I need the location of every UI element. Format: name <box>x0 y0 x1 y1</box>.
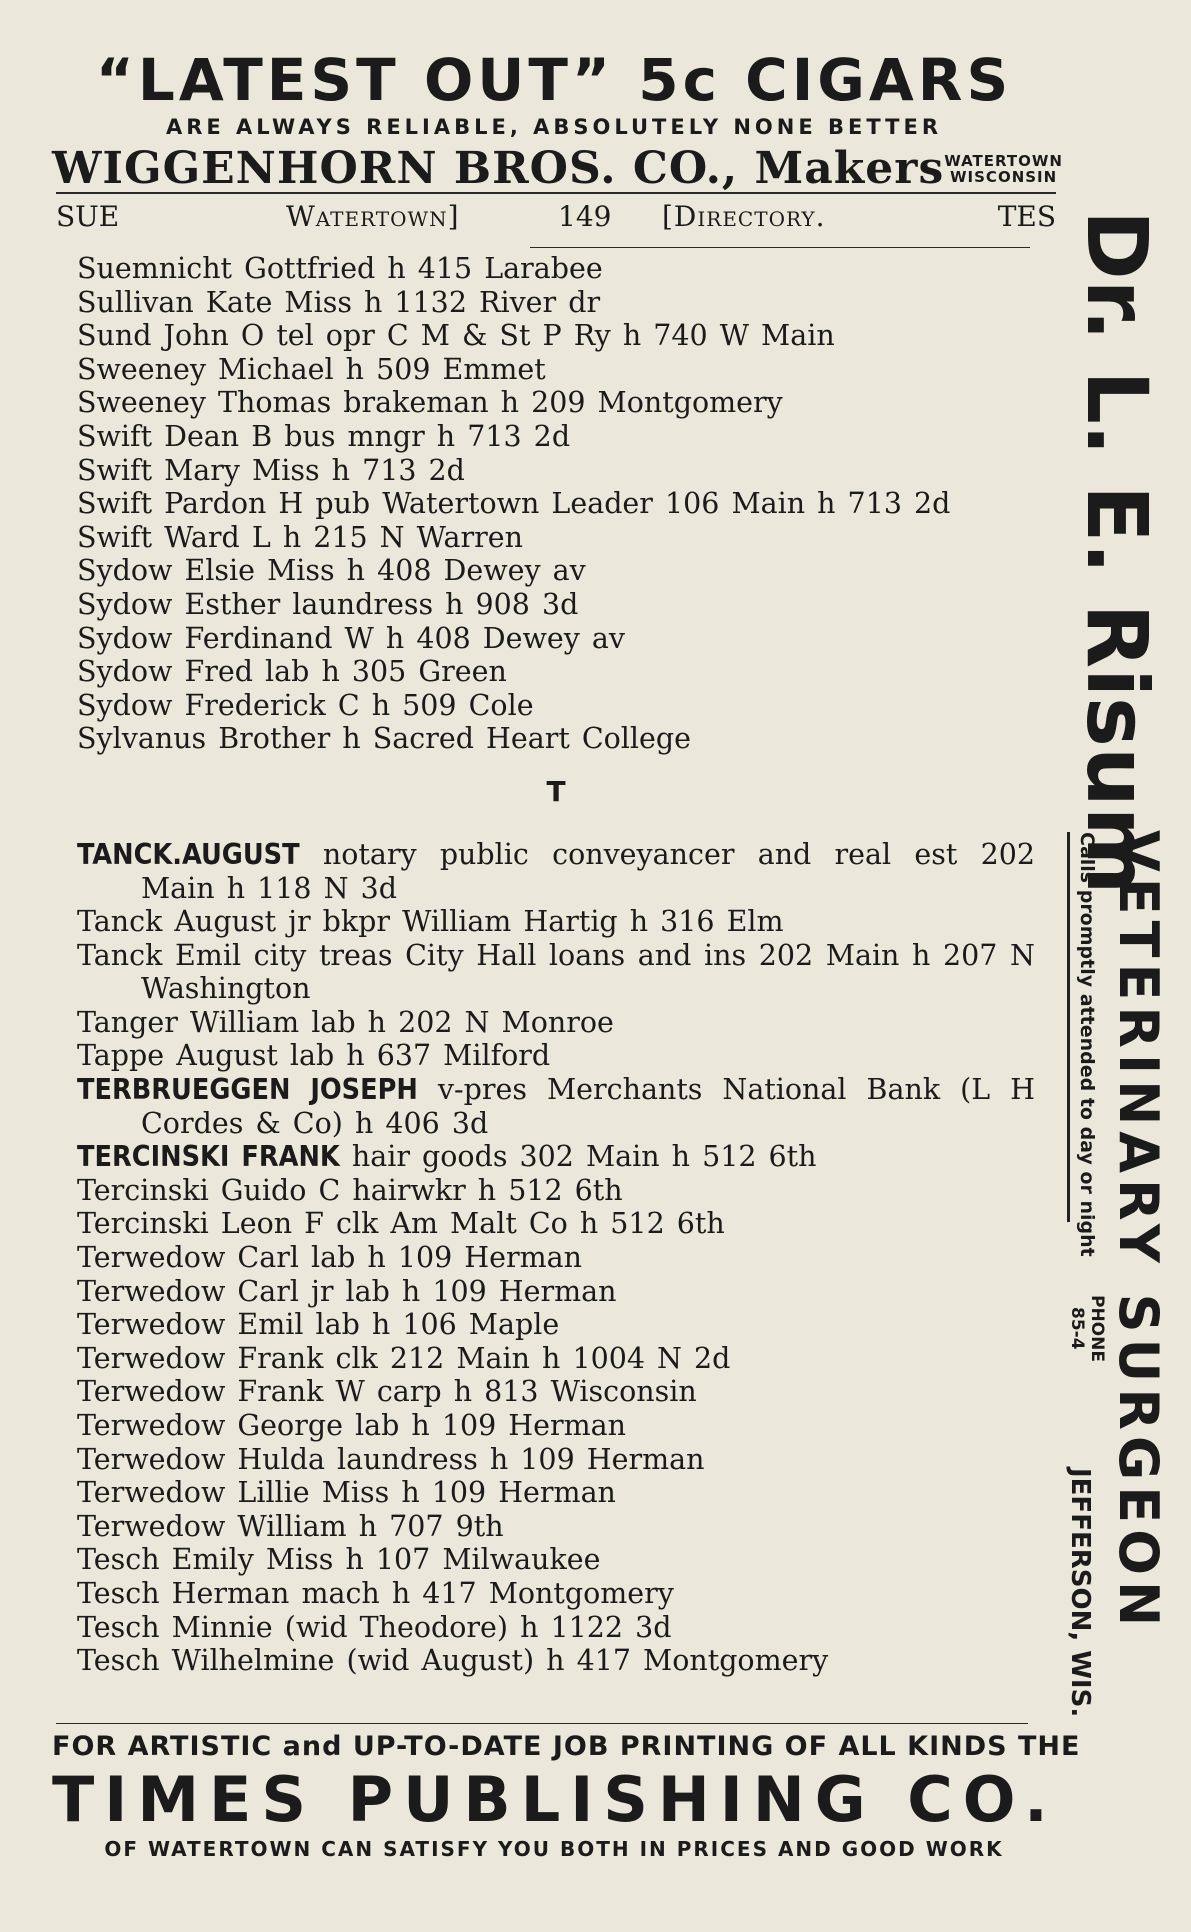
entry-text: Tanck Emil city treas City Hall loans and ins 202 Main h 207 N Washington <box>77 938 1035 1006</box>
directory-entry <box>77 1241 1035 1275</box>
directory-entry: Sweeney Michael h 509 Emmet <box>77 352 546 386</box>
entry-text: Terwedow Frank W carp h 813 Wisconsin <box>77 1375 697 1409</box>
printing-ad-line1: FOR ARTISTIC and UP-TO-DATE JOB PRINTING OF ALL KINDS THE <box>52 1731 1081 1762</box>
directory-entry <box>77 1275 1035 1309</box>
vet-phone <box>1067 1295 1107 1362</box>
vet-location: JEFFERSON, WIS. <box>1065 1468 1095 1718</box>
guide-word-right: TES <box>997 200 1056 233</box>
directory-entry <box>77 1409 1035 1443</box>
entry-text: Tesch Minnie (wid Theodore) h 1122 3d <box>77 1610 672 1644</box>
cigar-advertisement <box>52 46 1063 194</box>
directory-entry <box>77 1577 1035 1611</box>
directory-entry: Sydow Ferdinand W h 408 Dewey av <box>77 621 626 655</box>
section-letter: T <box>546 774 566 808</box>
directory-entry <box>77 1006 1035 1040</box>
vet-phone-label: PHONE <box>1087 1295 1107 1362</box>
directory-entry: Sylvanus Brother h Sacred Heart College <box>77 722 692 756</box>
directory-entry <box>77 905 1035 939</box>
entry-text: Tercinski Leon F clk Am Malt Co h 512 6th <box>77 1207 725 1241</box>
directory-listing <box>77 252 1035 1678</box>
directory-entry: Swift Mary Miss h 713 2d <box>77 453 465 487</box>
entry-name-bold: TANCK.AUGUST <box>77 837 300 871</box>
entry-text: Terwedow Lillie Miss h 109 Herman <box>77 1476 616 1510</box>
entry-name-bold: TERCINSKI FRANK <box>77 1140 340 1174</box>
directory-entry <box>77 1510 1035 1544</box>
guide-word-left: SUE <box>56 200 120 233</box>
printing-advertisement <box>52 1730 1081 1862</box>
vet-phone-number: 85-4 <box>1067 1307 1087 1350</box>
entry-text: Tappe August lab h 637 Milford <box>77 1039 551 1073</box>
directory-entry: Sullivan Kate Miss h 1132 River dr <box>77 285 601 319</box>
directory-entry <box>77 838 1035 905</box>
listing-t-section <box>77 838 1035 1678</box>
directory-entry <box>77 1611 1035 1645</box>
directory-entry <box>77 1039 1035 1073</box>
printing-ad-company: TIMES PUBLISHING CO. <box>52 1763 1058 1836</box>
entry-text: Tanck August jr bkpr William Hartig h 316 Elm <box>77 905 784 939</box>
entry-text: Terwedow Emil lab h 106 Maple <box>77 1308 560 1342</box>
bottom-divider <box>56 1723 1028 1724</box>
entry-text: Tesch Emily Miss h 107 Milwaukee <box>77 1543 601 1577</box>
cigar-ad-state: WISCONSIN <box>950 168 1058 186</box>
directory-entry: Sund John O tel opr C M & St P Ry h 740 W Main <box>77 319 835 353</box>
entry-text: hair goods 302 Main h 512 6th <box>339 1140 817 1174</box>
directory-entry <box>77 1476 1035 1510</box>
directory-entry <box>77 1073 1035 1140</box>
vet-name: Dr. L. E. Risum <box>1068 210 1166 895</box>
vet-title: VETERINARY SURGEON <box>1107 830 1170 1633</box>
entry-text: Tesch Wilhelmine (wid August) h 417 Montgomery <box>77 1644 829 1678</box>
entry-text: Terwedow Hulda laundress h 109 Herman <box>77 1442 705 1476</box>
printing-ad-line3: OF WATERTOWN CAN SATISFY YOU BOTH IN PRICES AND GOOD WORK <box>104 1837 1004 1861</box>
entry-text: Tercinski Guido C hairwkr h 512 6th <box>77 1173 623 1207</box>
running-head <box>56 200 1056 234</box>
cigar-ad-maker: WIGGENHORN BROS. CO., Makers <box>52 143 945 194</box>
directory-entry: Sydow Elsie Miss h 408 Dewey av <box>77 554 586 588</box>
entry-text: notary public conveyancer and real est 202 Main h 118 N 3d <box>141 837 1035 905</box>
directory-entry: Swift Pardon H pub Watertown Leader 106 Main h 713 2d <box>77 487 951 521</box>
entry-text: Terwedow Carl lab h 109 Herman <box>77 1241 582 1275</box>
head-rule <box>530 247 1030 248</box>
cigar-ad-city: WATERTOWN <box>944 152 1063 170</box>
directory-entry: Sydow Fred lab h 305 Green <box>77 655 507 689</box>
running-head-section: [Directory. <box>662 200 826 233</box>
entry-text: Tesch Herman mach h 417 Montgomery <box>77 1576 674 1610</box>
directory-entry: Swift Ward L h 215 N Warren <box>77 520 523 554</box>
entry-text: v-pres Merchants National Bank (L H Cordes & Co) h 406 3d <box>141 1073 1036 1140</box>
cigar-ad-maker-line <box>52 143 1063 194</box>
running-head-city: Watertown] <box>286 200 460 233</box>
veterinary-advertisement <box>1055 210 1185 1718</box>
directory-entry <box>77 939 1035 1006</box>
entry-text: Tanger William lab h 202 N Monroe <box>77 1005 614 1039</box>
directory-entry <box>77 1207 1035 1241</box>
top-divider <box>56 192 1056 194</box>
directory-entry <box>77 1140 1035 1174</box>
entry-text: Terwedow Carl jr lab h 109 Herman <box>77 1274 617 1308</box>
entry-text: Terwedow George lab h 109 Herman <box>77 1409 626 1442</box>
directory-entry <box>77 1342 1035 1376</box>
entry-name-bold: TERBRUEGGEN JOSEPH <box>77 1073 418 1107</box>
cigar-ad-slogan: ARE ALWAYS RELIABLE, ABSOLUTELY NONE BETTER <box>165 115 943 139</box>
cigar-ad-location <box>944 153 1063 185</box>
directory-entry <box>77 1174 1035 1208</box>
cigar-ad-headline: “LATEST OUT” 5c CIGARS <box>95 46 1013 114</box>
directory-entry <box>77 1644 1035 1678</box>
directory-entry <box>77 1375 1035 1409</box>
page-number: 149 <box>558 200 612 233</box>
directory-entry: Sydow Esther laundress h 908 3d <box>77 587 579 621</box>
directory-entry <box>77 1308 1035 1342</box>
directory-entry: Swift Dean B bus mngr h 713 2d <box>77 419 571 453</box>
directory-entry: Sweeney Thomas brakeman h 209 Montgomery <box>77 386 783 420</box>
directory-entry: Sydow Frederick C h 509 Cole <box>77 688 534 722</box>
listing-s-section <box>77 252 1035 756</box>
entry-text: Terwedow Frank clk 212 Main h 1004 N 2d <box>77 1341 731 1375</box>
vet-tagline: Calls promptly attended to day or night <box>1067 832 1100 1222</box>
entry-text: Terwedow William h 707 9th <box>77 1509 504 1543</box>
directory-entry <box>77 1543 1035 1577</box>
directory-entry <box>77 1443 1035 1477</box>
directory-entry: Suemnicht Gottfried h 415 Larabee <box>77 252 603 285</box>
